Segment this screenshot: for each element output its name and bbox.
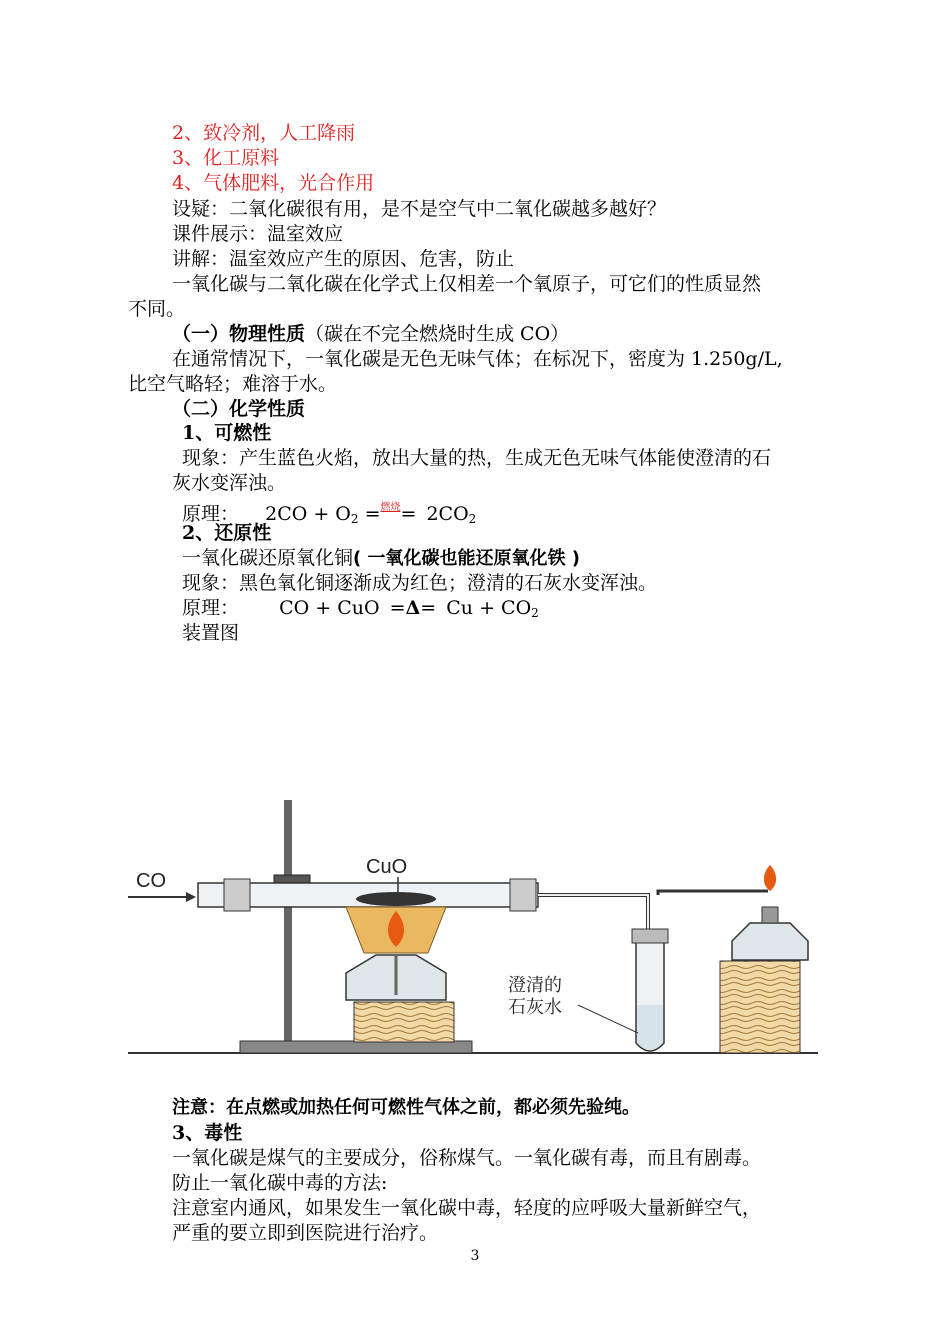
arrow-head-icon — [186, 892, 196, 902]
stand-base — [240, 1041, 472, 1053]
equation-right: Cu + CO — [446, 597, 532, 619]
equation-left: CO + CuO — [279, 597, 380, 619]
lamp-block — [354, 1002, 454, 1042]
use-item-2: 2、致冷剂，人工降雨 — [172, 122, 356, 144]
stopper-right — [510, 879, 536, 911]
lecture-line: 讲解：温室效应产生的原因、危害，防止 — [172, 248, 515, 270]
notice-line: 注意：在点燃或加热任何可燃性气体之前，都必须先验纯。 — [172, 1097, 640, 1118]
right-lamp-block — [720, 961, 800, 1053]
combustion-phenomenon-2: 灰水变浑浊。 — [172, 472, 287, 494]
physical-title: （一）物理性质 — [172, 323, 306, 345]
toxicity-line-1: 一氧化碳是煤气的主要成分，俗称煤气。一氧化碳有毒，而且有剧毒。 — [172, 1147, 762, 1169]
outlet-tube — [538, 895, 648, 1043]
toxicity-line-2: 防止一氧化碳中毒的方法: — [172, 1172, 388, 1194]
equation-right-sub: 2 — [531, 606, 539, 620]
limewater-label-2: 石灰水 — [508, 997, 562, 1018]
reaction-condition: 燃烧 — [380, 502, 401, 513]
combustibility-heading: 1、可燃性 — [182, 422, 272, 444]
toxicity-line-3: 注意室内通风，如果发生一氧化碳中毒，轻度的应呼吸大量新鲜空气， — [172, 1197, 762, 1219]
physical-heading — [172, 322, 569, 346]
co-label: CO — [136, 870, 166, 892]
stand-rod — [284, 800, 292, 1050]
limewater-label-1: 澄清的 — [508, 975, 562, 996]
branch-tube — [658, 891, 768, 895]
physical-line-1: 在通常情况下，一氧化碳是无色无味气体；在标况下，密度为 1.250g/L, — [172, 348, 783, 370]
cuo-powder — [356, 892, 436, 906]
combustion-phenomenon-1: 现象：产生蓝色火焰，放出大量的热，生成无色无味气体能使澄清的石 — [182, 447, 772, 469]
stopper-left — [224, 879, 250, 911]
chemical-heading: （二）化学性质 — [172, 398, 306, 420]
outlet-tube-inner — [538, 895, 648, 1043]
equation-left: 2CO + O — [265, 503, 351, 525]
limewater — [637, 1005, 663, 1050]
reduction-equation: 原理： CO + CuO $=\Delta= Cu + CO_2$ — [182, 597, 539, 620]
test-tube-stopper — [632, 929, 668, 943]
equation-right-sub: 2 — [468, 512, 477, 526]
use-item-3: 3、化工原料 — [172, 147, 280, 169]
apparatus-diagram — [128, 795, 818, 1065]
right-lamp — [732, 923, 808, 960]
reducibility-heading: 2、还原性 — [182, 522, 272, 544]
combustion-equation: 原理： $2CO + O_2$ =燃烧= $2CO_2$ — [182, 496, 476, 531]
reaction-condition: Δ — [405, 597, 421, 619]
equation-right: 2CO — [426, 503, 469, 525]
reducibility-line-1 — [182, 546, 580, 571]
equation-left-sub: 2 — [350, 512, 359, 526]
intro-line-2: 不同。 — [128, 298, 186, 320]
use-item-4: 4、气体肥料，光合作用 — [172, 172, 375, 194]
physical-note: （碳在不完全燃烧时生成 CO） — [305, 323, 570, 345]
intro-line-1: 一氧化碳与二氧化碳在化学式上仅相差一个氧原子，可它们的性质显然 — [172, 273, 762, 295]
question-line: 设疑：二氧化碳很有用，是不是空气中二氧化碳越多越好？ — [172, 198, 667, 220]
toxicity-line-4: 严重的要立即到医院进行治疗。 — [172, 1222, 439, 1244]
physical-line-2: 比空气略轻；难溶于水。 — [128, 373, 338, 395]
toxicity-heading: 3、毒性 — [172, 1122, 243, 1144]
limewater-pointer — [578, 1005, 638, 1033]
principle-label: 原理： — [182, 503, 240, 525]
principle-label: 原理： — [182, 597, 240, 619]
courseware-line: 课件展示：温室效应 — [172, 223, 344, 245]
page-number: 3 — [470, 1248, 480, 1264]
cuo-label: CuO — [366, 856, 408, 878]
reducibility-text: 一氧化碳还原氧化铜 — [182, 547, 354, 569]
right-lamp-neck — [762, 907, 778, 923]
diagram-label: 装置图 — [182, 622, 240, 644]
right-flame-icon — [764, 865, 776, 891]
reduction-phenomenon: 现象：黑色氧化铜逐渐成为红色；澄清的石灰水变浑浊。 — [182, 572, 658, 594]
reducibility-bold-note: ( 一氧化碳也能还原氧化铁 ) — [353, 548, 581, 569]
